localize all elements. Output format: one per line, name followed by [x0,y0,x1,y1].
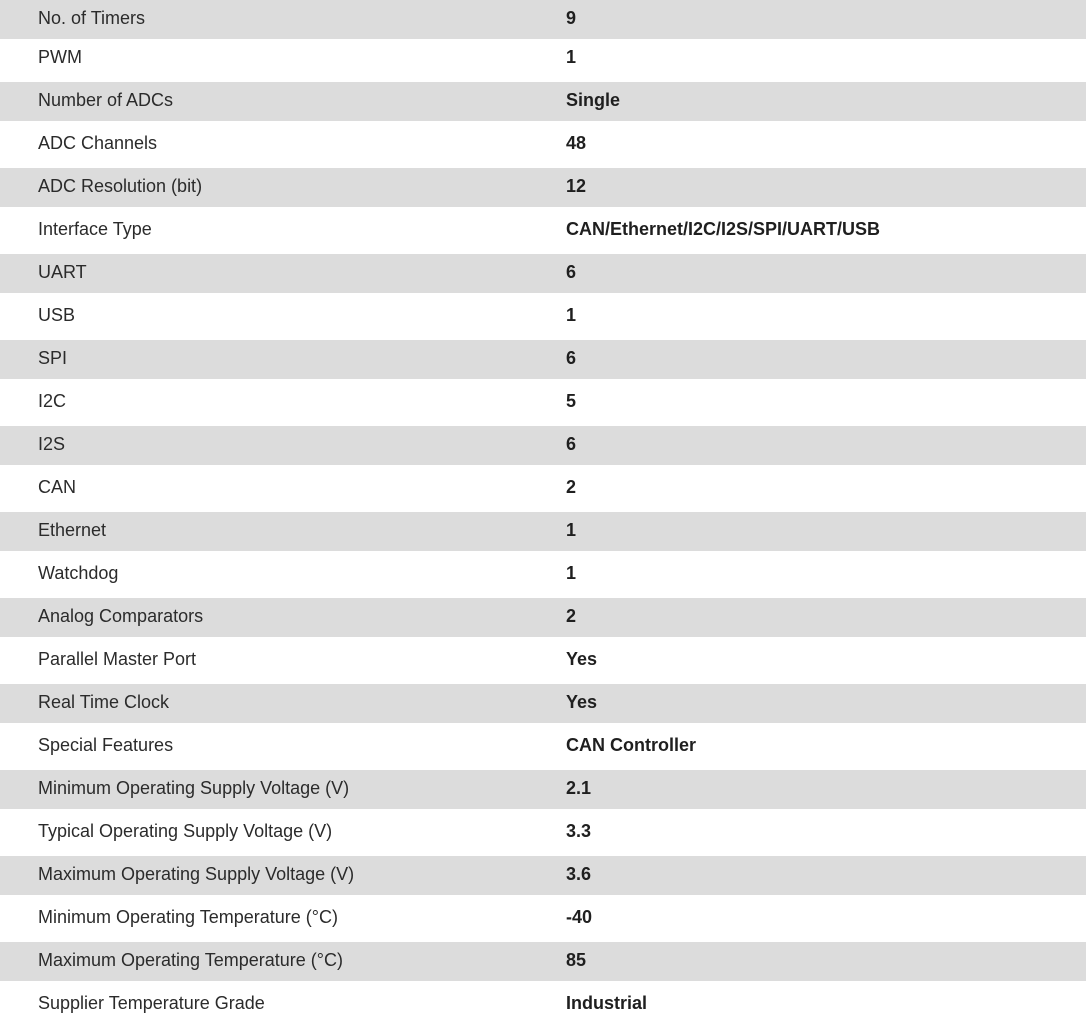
spec-value: 9 [566,8,577,28]
spec-label: Number of ADCs [38,90,174,110]
spec-label: ADC Resolution (bit) [38,176,203,196]
spec-value: 6 [566,262,577,282]
spec-row-analog-comparators [0,598,1086,637]
spec-label: USB [38,305,76,325]
spec-label: I2C [38,391,67,411]
spec-label: Analog Comparators [38,606,204,626]
spec-label: Typical Operating Supply Voltage (V) [38,821,333,841]
spec-row-special-features [0,727,1086,766]
spec-value: 1 [566,47,577,67]
spec-label: Minimum Operating Temperature (°C) [38,907,338,927]
spec-value: 3.6 [566,864,592,884]
spec-row-uart [0,254,1086,293]
spec-label: Interface Type [38,219,152,239]
spec-row-watchdog [0,555,1086,594]
spec-label: Ethernet [38,520,107,540]
spec-value: Yes [566,692,598,712]
spec-label: ADC Channels [38,133,158,153]
spec-value: 5 [566,391,577,411]
spec-value: 6 [566,434,577,454]
spec-label: SPI [38,348,68,368]
spec-value: Industrial [566,993,648,1013]
spec-value: 3.3 [566,821,592,841]
spec-label: Real Time Clock [38,692,170,712]
spec-label: Special Features [38,735,174,755]
spec-row-typ-supply-voltage [0,813,1086,852]
spec-row-max-temperature [0,942,1086,981]
spec-value: 2 [566,606,577,626]
spec-row-parallel-master-port [0,641,1086,680]
spec-value: 6 [566,348,577,368]
spec-label: Parallel Master Port [38,649,197,669]
spec-label: UART [38,262,87,282]
spec-value: 12 [566,176,587,196]
spec-row-real-time-clock [0,684,1086,723]
spec-row-interface-type [0,211,1086,250]
spec-value: CAN/Ethernet/I2C/I2S/SPI/UART/USB [566,219,881,239]
spec-row-i2c [0,383,1086,422]
spec-label: I2S [38,434,66,454]
spec-label: Supplier Temperature Grade [38,993,265,1013]
spec-row-i2s [0,426,1086,465]
spec-label: No. of Timers [38,8,146,28]
spec-label: Watchdog [38,563,119,583]
spec-value: 1 [566,305,577,325]
spec-value: 85 [566,950,587,970]
spec-row-max-supply-voltage [0,856,1086,895]
spec-row-min-temperature [0,899,1086,938]
spec-row-pwm [0,39,1086,78]
spec-row-temperature-grade [0,985,1086,1024]
spec-value: CAN Controller [566,735,696,755]
spec-value: 1 [566,520,577,540]
spec-row-adc-resolution [0,168,1086,207]
spec-row-timers [0,0,1086,39]
spec-label: Maximum Operating Supply Voltage (V) [38,864,355,884]
spec-row-ethernet [0,512,1086,551]
spec-row-adc-channels [0,125,1086,164]
spec-label: PWM [38,47,82,67]
spec-value: Yes [566,649,598,669]
spec-row-can [0,469,1086,508]
spec-value: 2 [566,477,577,497]
spec-row-adcs [0,82,1086,121]
spec-value: 48 [566,133,587,153]
spec-row-spi [0,340,1086,379]
spec-label: Minimum Operating Supply Voltage (V) [38,778,350,798]
spec-value: -40 [566,907,593,927]
spec-label: CAN [38,477,77,497]
spec-row-usb [0,297,1086,336]
spec-label: Maximum Operating Temperature (°C) [38,950,343,970]
spec-row-min-supply-voltage [0,770,1086,809]
spec-value: Single [566,90,621,110]
spec-value: 2.1 [566,778,592,798]
spec-value: 1 [566,563,577,583]
